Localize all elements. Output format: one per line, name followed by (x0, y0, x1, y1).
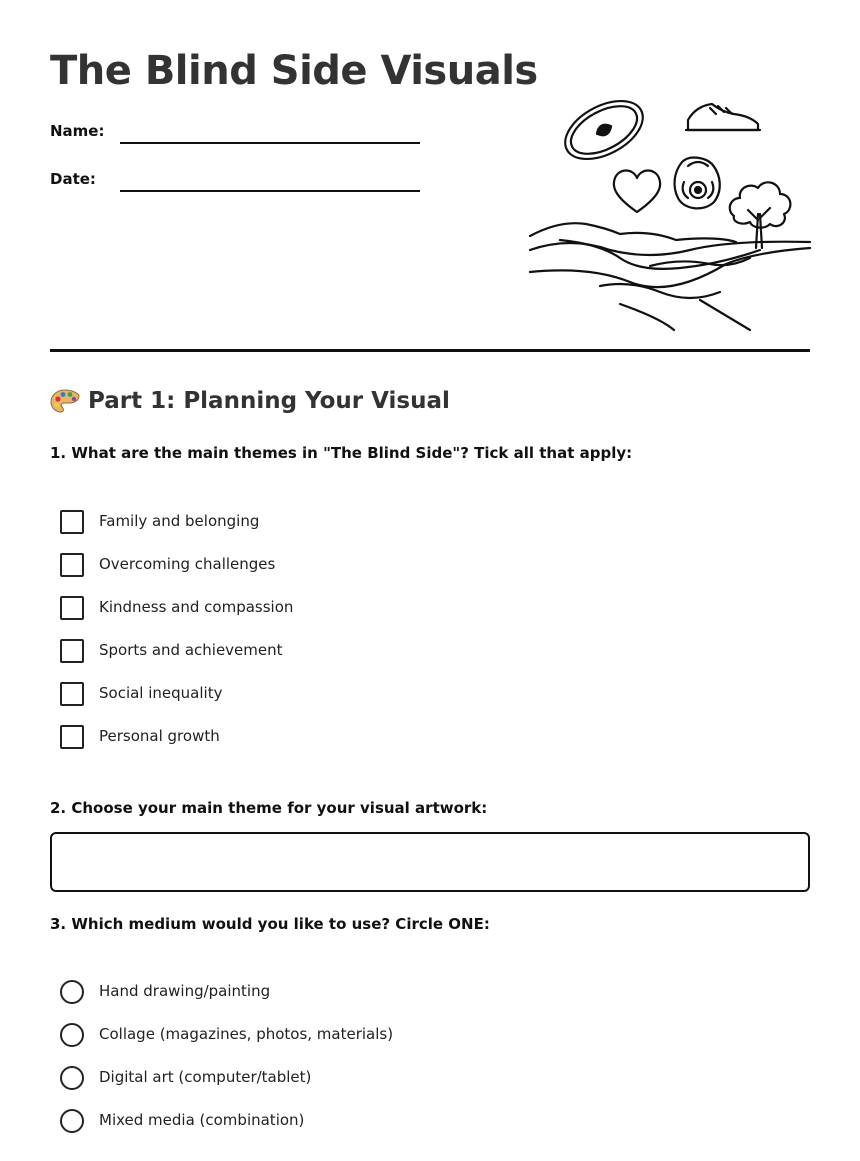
theme-checkbox[interactable] (60, 553, 84, 577)
heart-icon (614, 171, 660, 213)
theme-option[interactable] (60, 725, 293, 768)
medium-options (60, 980, 393, 1152)
medium-radio[interactable] (60, 1023, 84, 1047)
name-line[interactable] (120, 142, 420, 144)
theme-checkbox[interactable] (60, 596, 84, 620)
theme-option-label: Sports and achievement (99, 641, 283, 659)
medium-radio[interactable] (60, 1066, 84, 1090)
palette-icon (50, 388, 80, 414)
header-illustration (520, 90, 820, 340)
theme-option[interactable] (60, 682, 293, 725)
medium-option-label: Hand drawing/painting (99, 982, 271, 1000)
page-title: The Blind Side Visuals (50, 48, 538, 94)
theme-option[interactable] (60, 510, 293, 553)
sneaker-icon (686, 104, 760, 130)
theme-option-label: Kindness and compassion (99, 598, 294, 616)
medium-option-label: Mixed media (combination) (99, 1111, 305, 1129)
date-field[interactable] (50, 168, 430, 208)
main-theme-answer-box[interactable] (50, 832, 810, 892)
question-1: 1. What are the main themes in "The Blind Side"? Tick all that apply: (50, 444, 633, 462)
medium-option-label: Digital art (computer/tablet) (99, 1068, 312, 1086)
theme-checkbox[interactable] (60, 725, 84, 749)
theme-option-label: Family and belonging (99, 512, 260, 530)
question-2: 2. Choose your main theme for your visual artwork: (50, 799, 488, 817)
medium-radio[interactable] (60, 1109, 84, 1133)
medium-option-label: Collage (magazines, photos, materials) (99, 1025, 394, 1043)
medium-option[interactable] (60, 1109, 393, 1152)
theme-checkbox[interactable] (60, 639, 84, 663)
theme-option[interactable] (60, 639, 293, 682)
name-field[interactable] (50, 120, 430, 160)
tree-icon (730, 182, 791, 248)
theme-checkbox[interactable] (60, 510, 84, 534)
theme-option-label: Overcoming challenges (99, 555, 276, 573)
part1-title: Part 1: Planning Your Visual (88, 388, 450, 414)
theme-option-label: Social inequality (99, 684, 223, 702)
theme-option[interactable] (60, 553, 293, 596)
date-line[interactable] (120, 190, 420, 192)
theme-checkbox[interactable] (60, 682, 84, 706)
medium-option[interactable] (60, 1023, 393, 1066)
medium-radio[interactable] (60, 980, 84, 1004)
theme-option-label: Personal growth (99, 727, 220, 745)
medium-option[interactable] (60, 1066, 393, 1109)
theme-option[interactable] (60, 596, 293, 639)
koru-pendant-icon (675, 158, 720, 209)
section-divider (50, 349, 810, 352)
theme-checklist (60, 510, 293, 768)
medium-option[interactable] (60, 980, 393, 1023)
date-label: Date: (50, 170, 96, 188)
part1-heading (50, 388, 450, 414)
rugby-ball-icon (556, 90, 653, 171)
landscape-hills-icon (530, 223, 810, 330)
name-label: Name: (50, 122, 105, 140)
question-3: 3. Which medium would you like to use? Circle ONE: (50, 915, 490, 933)
